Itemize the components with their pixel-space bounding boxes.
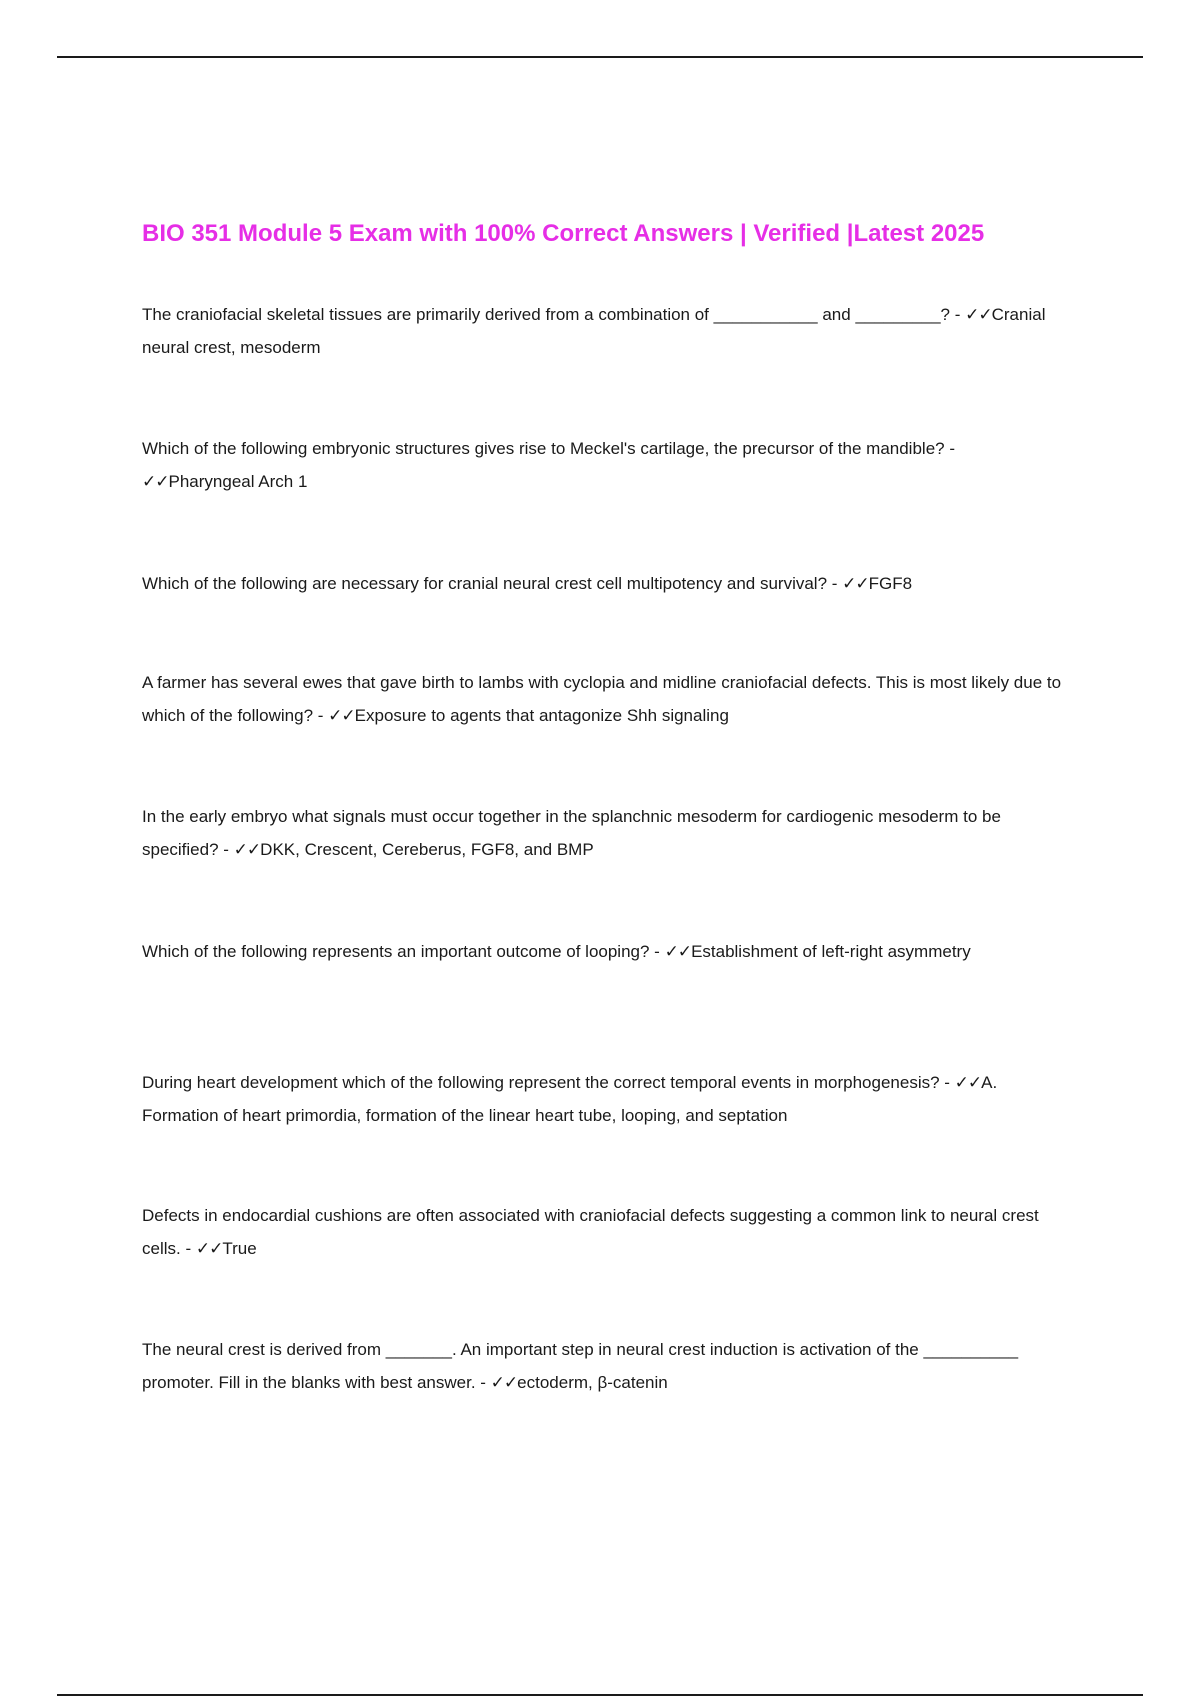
qa-item — [142, 1333, 1072, 1399]
double-check-icon: ✓✓ — [195, 1239, 223, 1258]
qa-item — [142, 800, 1072, 866]
double-check-icon: ✓✓ — [328, 706, 355, 725]
separator-dash: - — [475, 1373, 491, 1392]
answer-text: Exposure to agents that antagonize Shh signaling — [354, 706, 729, 725]
qa-item — [142, 666, 1072, 732]
question-text: Which of the following represents an important outcome of looping? — [142, 942, 650, 961]
question-text: Which of the following are necessary for cranial neural crest cell multipotency and survival? — [142, 574, 828, 593]
top-rule — [57, 56, 1143, 58]
bottom-rule — [57, 1694, 1143, 1696]
qa-item — [142, 1066, 1072, 1132]
question-text: During heart development which of the following represent the correct temporal events in morphogenesis? — [142, 1073, 940, 1092]
answer-text: ectoderm, β-catenin — [517, 1373, 668, 1392]
answer-text: Pharyngeal Arch 1 — [168, 472, 308, 491]
question-text: A farmer has several ewes that gave birth to lambs with cyclopia and midline craniofacial defects. This is most likely due to which of the following? — [142, 673, 1062, 725]
double-check-icon: ✓✓ — [233, 840, 261, 859]
separator-dash: - — [950, 305, 966, 324]
separator-dash: - — [939, 1073, 955, 1092]
answer-text: FGF8 — [868, 574, 913, 593]
document-title: BIO 351 Module 5 Exam with 100% Correct Answers | Verified |Latest 2025 — [142, 220, 985, 247]
separator-dash: - — [944, 439, 955, 458]
separator-dash: - — [827, 574, 843, 593]
double-check-icon: ✓✓ — [965, 305, 992, 324]
separator-dash: - — [649, 942, 665, 961]
question-text: In the early embryo what signals must occur together in the splanchnic mesoderm for cardiogenic mesoderm to be specified? — [142, 807, 1001, 859]
question-text: Which of the following embryonic structures gives rise to Meckel's cartilage, the precursor of the mandible? — [142, 439, 945, 458]
double-check-icon: ✓✓ — [954, 1073, 982, 1092]
double-check-icon: ✓✓ — [142, 472, 169, 491]
separator-dash: - — [180, 1239, 196, 1258]
separator-dash: - — [218, 840, 234, 859]
qa-item — [142, 432, 1072, 498]
double-check-icon: ✓✓ — [842, 574, 869, 593]
question-text: The neural crest is derived from _______. An important step in neural crest induction is activation of the __________ promoter. Fill in the blanks with best answer. — [142, 1340, 1019, 1392]
qa-item — [142, 298, 1072, 364]
qa-item — [142, 1199, 1072, 1265]
answer-text: True — [222, 1239, 257, 1258]
qa-item — [142, 935, 1072, 968]
question-text: The craniofacial skeletal tissues are primarily derived from a combination of ___________ and _________? — [142, 305, 950, 324]
double-check-icon: ✓✓ — [490, 1373, 518, 1392]
double-check-icon: ✓✓ — [664, 942, 692, 961]
qa-item — [142, 567, 1072, 600]
separator-dash: - — [313, 706, 329, 725]
answer-text: Establishment of left-right asymmetry — [691, 942, 971, 961]
answer-text: A. Formation of heart primordia, formation of the linear heart tube, looping, and septation — [142, 1073, 998, 1125]
answer-text: Cranial neural crest, mesoderm — [142, 305, 1046, 357]
question-text: Defects in endocardial cushions are often associated with craniofacial defects suggesting a common link to neural crest cells. — [142, 1206, 1039, 1258]
answer-text: DKK, Crescent, Cereberus, FGF8, and BMP — [260, 840, 594, 859]
